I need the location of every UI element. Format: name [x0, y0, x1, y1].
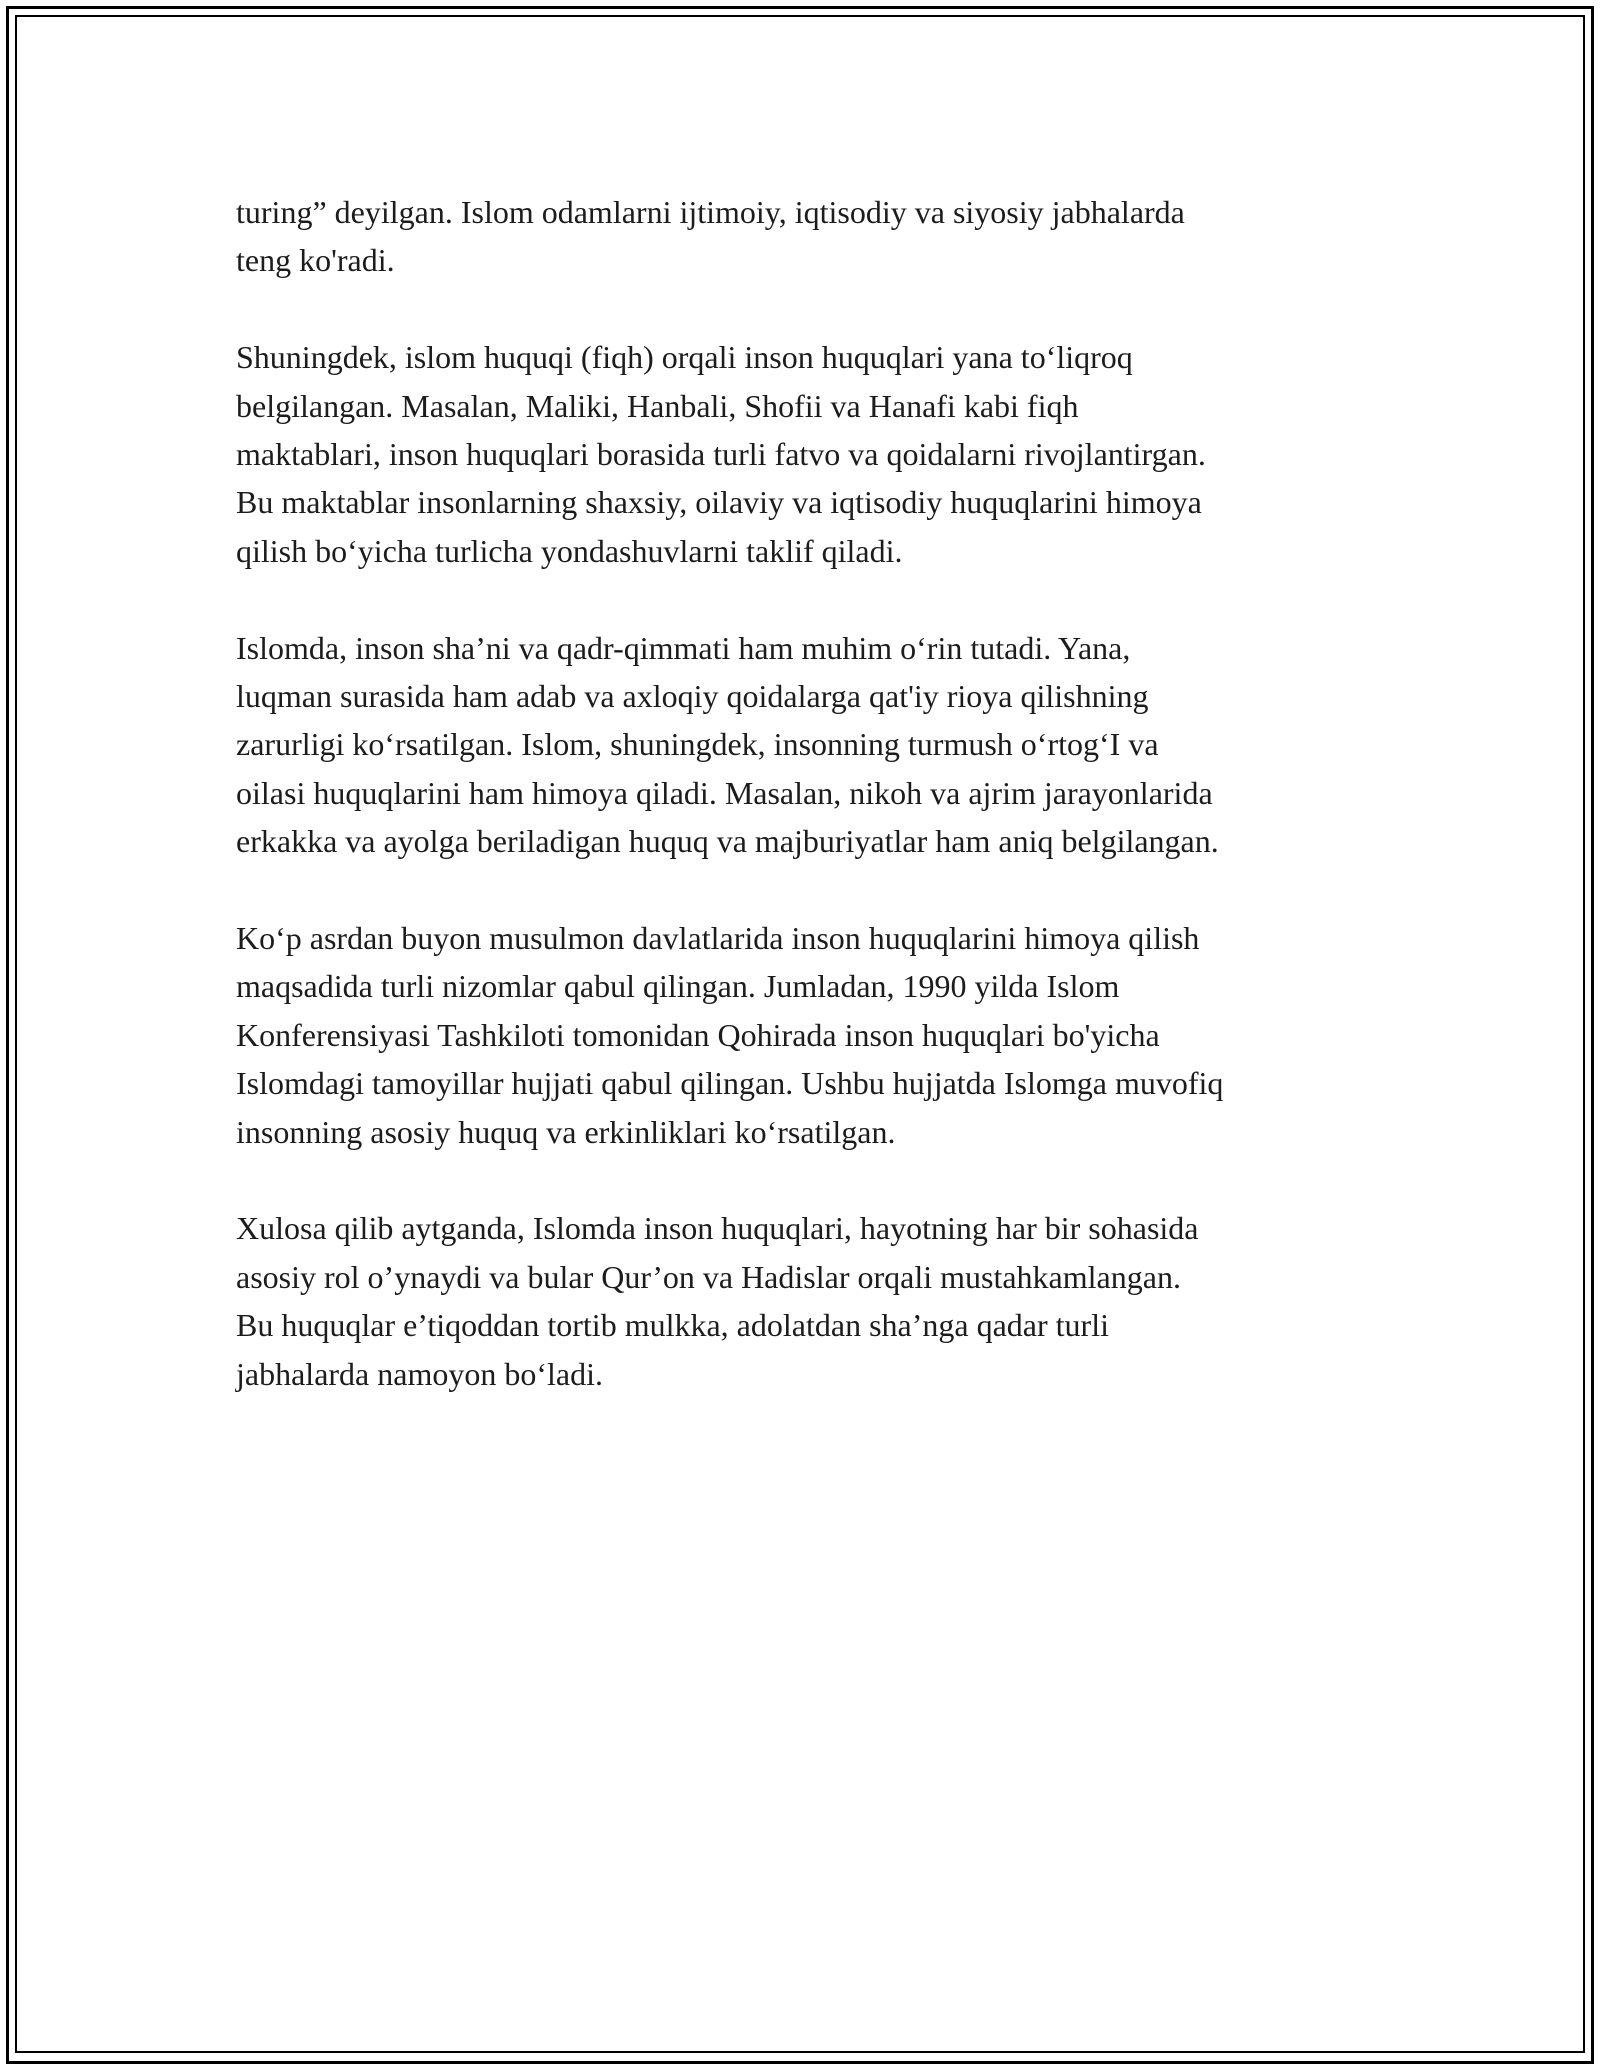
paragraph-line: Islomda, inson sha’ni va qadr-qimmati ham muhim o‘rin tutadi. Yana,: [236, 629, 1131, 666]
paragraph-line: asosiy rol o’ynaydi va bular Qur’on va Hadislar orqali mustahkamlangan.: [236, 1258, 1181, 1295]
paragraph-line: Islomdagi tamoyillar hujjati qabul qilingan. Ushbu hujjatda Islomga muvofiq: [236, 1065, 1224, 1102]
paragraph-line: turing” deyilgan. Islom odamlarni ijtimoiy, iqtisodiy va siyosiy jabhalarda: [236, 194, 1185, 230]
paragraph-line: belgilangan. Masalan, Maliki, Hanbali, Shofii va Hanafi kabi fiqh: [236, 387, 1079, 424]
paragraph-line: Konferensiyasi Tashkiloti tomonidan Qohirada inson huquqlari bo'yicha: [236, 1016, 1160, 1053]
paragraph-line: jabhalarda namoyon bo‘ladi.: [236, 1355, 603, 1392]
paragraph-4: [236, 914, 1386, 1156]
paragraph-line: luqman surasida ham adab va axloqiy qoidalarga qat'iy rioya qilishning: [236, 678, 1149, 715]
paragraph-line: erkakka va ayolga beriladigan huquq va majburiyatlar ham aniq belgilangan.: [236, 823, 1219, 860]
paragraph-1: [236, 188, 1386, 285]
paragraph-line: oilasi huquqlarini ham himoya qiladi. Masalan, nikoh va ajrim jarayonlarida: [236, 774, 1213, 811]
paragraph-5: [236, 1204, 1386, 1398]
paragraph-line: maqsadida turli nizomlar qabul qilingan. Jumladan, 1990 yilda Islom: [236, 968, 1120, 1005]
paragraph-line: zarurligi ko‘rsatilgan. Islom, shuningdek, insonning turmush o‘rtog‘I va: [236, 726, 1159, 763]
paragraph-line: qilish bo‘yicha turlicha yondashuvlarni taklif qiladi.: [236, 532, 903, 569]
document-body: [236, 188, 1386, 1446]
paragraph-line: teng ko'radi.: [236, 242, 395, 279]
paragraph-line: Shuningdek, islom huquqi (fiqh) orqali inson huquqlari yana to‘liqroq: [236, 339, 1133, 376]
paragraph-line: Bu maktablar insonlarning shaxsiy, oilaviy va iqtisodiy huquqlarini himoya: [236, 484, 1202, 521]
paragraph-line: maktablari, inson huquqlari borasida turli fatvo va qoidalarni rivojlantirgan.: [236, 436, 1206, 473]
paragraph-line: insonning asosiy huquq va erkinliklari ko‘rsatilgan.: [236, 1113, 896, 1150]
paragraph-line: Xulosa qilib aytganda, Islomda inson huquqlari, hayotning har bir sohasida: [236, 1210, 1199, 1247]
paragraph-line: Bu huquqlar e’tiqoddan tortib mulkka, adolatdan sha’nga qadar turli: [236, 1307, 1109, 1344]
paragraph-line: Ko‘p asrdan buyon musulmon davlatlarida inson huquqlarini himoya qilish: [236, 920, 1200, 957]
paragraph-2: [236, 333, 1386, 575]
paragraph-3: [236, 624, 1386, 866]
